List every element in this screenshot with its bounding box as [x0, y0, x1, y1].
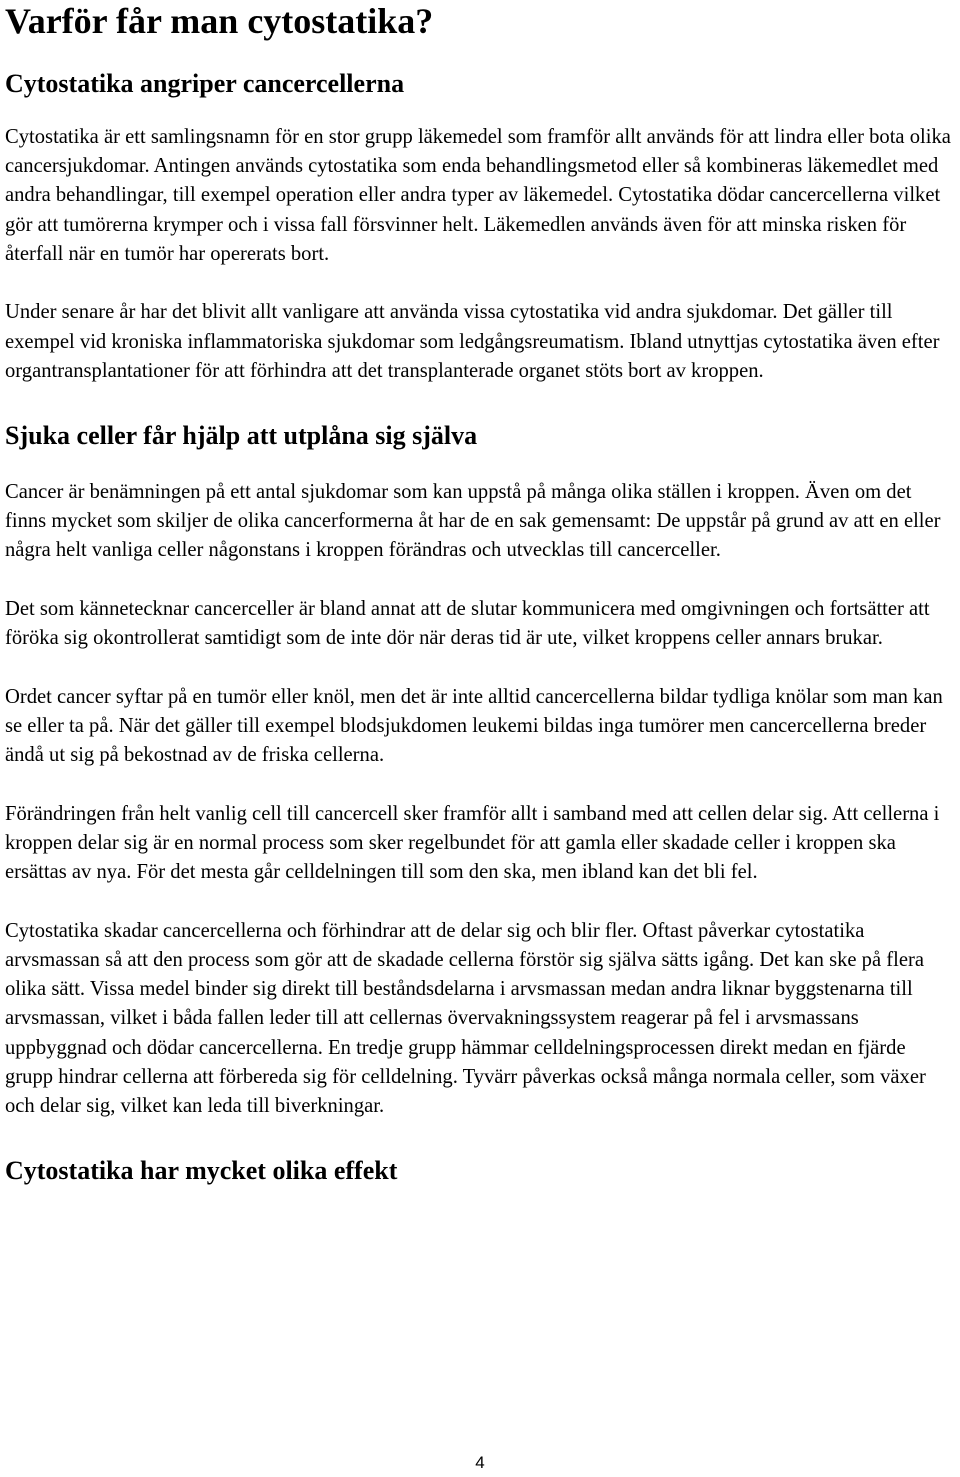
- paragraph: Ordet cancer syftar på en tumör eller knöl, men det är inte alltid cancercellerna bildar tydliga knölar som man kan se eller ta på. När det gäller till exempel blodsjukdomen leukemi bildas inga tumörer men cancercellerna breder ändå ut sig på bekostnad av de friska cellerna.: [5, 685, 943, 767]
- paragraph: Under senare år har det blivit allt vanligare att använda vissa cytostatika vid andra sjukdomar. Det gäller till exempel vid kroniska inflammatoriska sjukdomar som ledgångsreumatism. Ibland utnyttjas cytostatika även efter organtransplantationer för att förhindra att det transplanterade organet stöts bort av kroppen.: [5, 301, 940, 382]
- section-heading-cytostatika-angriper: Cytostatika angriper cancercellerna: [5, 69, 405, 98]
- paragraph: Cytostatika är ett samlingsnamn för en stor grupp läkemedel som framför allt används för att lindra eller bota olika cancersjukdomar. Antingen används cytostatika som enda behandlingsmetod eller så kombineras läkemedlet med andra behandlingar, till exempel operation eller andra typer av läkemedel. Cytostatika dödar cancercellerna vilket gör att tumörerna krymper och i vissa fall försvinner helt. Läkemedlen används även för att minska risken för återfall när en tumör har opererats bort.: [5, 126, 951, 265]
- paragraph: Cancer är benämningen på ett antal sjukdomar som kan uppstå på många olika ställen i kroppen. Även om det finns mycket som skiljer de olika cancerformerna åt har de en sak gemensamt: De uppstår på grund av att en eller några helt vanliga celler någonstans i kroppen förändras och utvecklas till cancerceller.: [5, 481, 941, 562]
- paragraph: Cytostatika skadar cancercellerna och förhindrar att de delar sig och blir fler. Oftast påverkar cytostatika arvsmassan så att den process som gör att de skadade cellerna förstör sig själva sätts igång. Det kan ske på flera olika sätt. Vissa medel binder sig direkt till beståndsdelarna i arvsmassan medan andra liknar byggstenarna till arvsmassan, vilket i båda fallen leder till att cellernas övervakningssystem reagerar på fel i arvsmassans uppbyggnad och dödar cancercellerna. En tredje grupp hämmar celldelningsprocessen direkt medan en fjärde grupp hindrar cellerna att förbereda sig för celldelning. Tyvärr påverkas också många normala celler, som växer och delar sig, vilket kan leda till biverkningar.: [5, 919, 926, 1118]
- paragraph: Det som kännetecknar cancerceller är bland annat att de slutar kommunicera med omgivningen och fortsätter att föröka sig okontrollerat samtidigt som de inte dör när deras tid är ute, vilket kroppens celler annars brukar.: [5, 598, 930, 650]
- page-number: 4: [475, 1453, 485, 1472]
- section-heading-sjuka-celler: Sjuka celler får hjälp att utplåna sig själva: [5, 421, 478, 451]
- document-page: [5, 0, 957, 1187]
- page-title: Varför får man cytostatika?: [5, 1, 434, 41]
- paragraph: Förändringen från helt vanlig cell till cancercell sker framför allt i samband med att cellen delar sig. Att cellerna i kroppen delar sig är en normal process som sker regelbundet för att gamla eller skadade celler i kroppen ska ersättas av nya. För det mesta går celldelningen till som den ska, men ibland kan det bli fel.: [5, 802, 940, 884]
- section-heading-olika-effekt: Cytostatika har mycket olika effekt: [5, 1156, 398, 1186]
